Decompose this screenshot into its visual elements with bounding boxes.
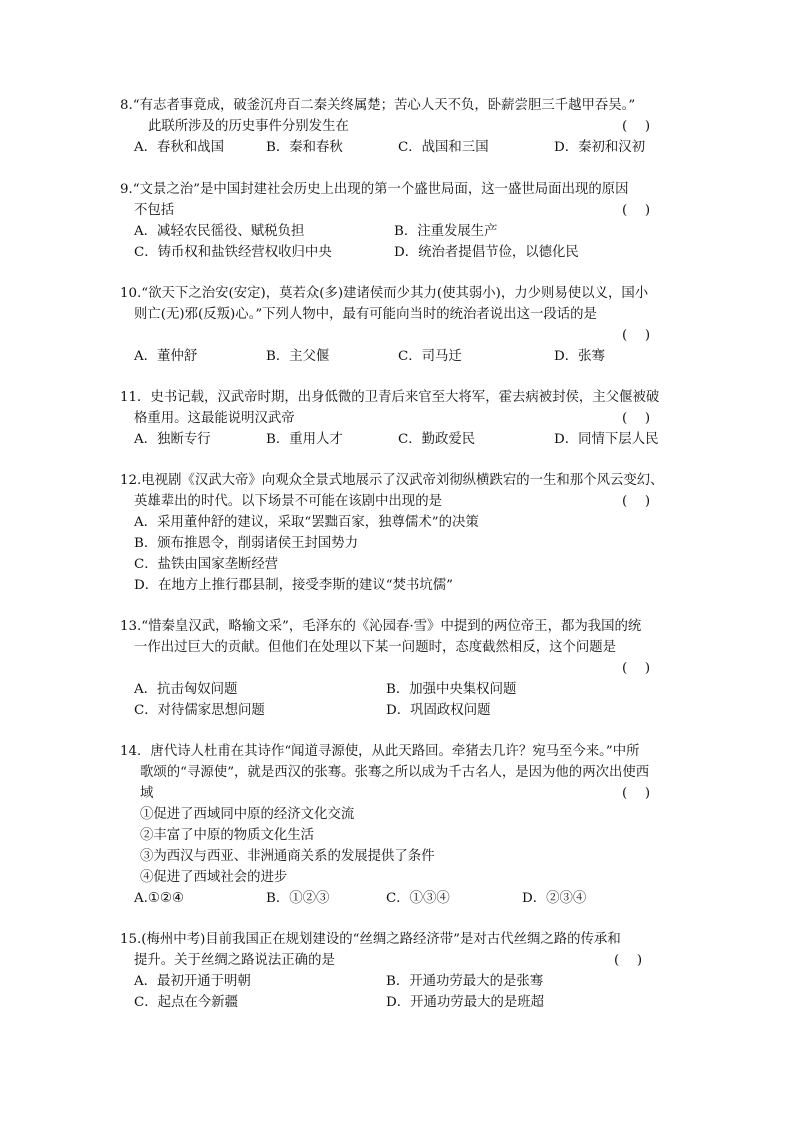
option-a: A．董仲舒 (134, 349, 198, 364)
statement-4: ④促进了西域社会的进步 (140, 870, 288, 885)
question-stem: 8.“有志者事竟成，破釜沉舟百二秦关终属楚；苦心人天不负，卧薪尝胆三千越甲吞吴。” (120, 98, 636, 113)
option-d: D．统治者提倡节俭，以德化民 (394, 245, 579, 260)
option-b: B．主父偃 (266, 349, 330, 364)
option-a: A．独断专行 (134, 432, 211, 447)
option-b: B．秦和春秋 (266, 140, 343, 155)
question-stem: 11．史书记载，汉武帝时期，出身低微的卫青后来官至大将军，霍去病被封侯，主父偃被破 (120, 390, 660, 405)
question-stem: 提升。关于丝绸之路说法正确的是 (134, 953, 335, 968)
answer-paren: ( ) (622, 328, 651, 343)
statement-1: ①促进了西域同中原的经济文化交流 (140, 807, 355, 822)
answer-paren: ( ) (622, 494, 651, 509)
option-a: A．最初开通于明朝 (134, 974, 251, 989)
statement-3: ③为西汉与西亚、非洲通商关系的发展提供了条件 (140, 849, 435, 864)
option-a: A．抗击匈奴问题 (134, 682, 238, 697)
option-a: A．采用董仲舒的建议，采取“罢黜百家，独尊儒术”的决策 (134, 515, 479, 530)
question-stem: 15.(梅州中考)目前我国正在规划建设的“丝绸之路经济带”是对古代丝绸之路的传承和 (120, 932, 621, 947)
option-a: A.①②④ (134, 891, 184, 906)
question-stem: 不包括 (134, 203, 175, 218)
answer-paren: ( ) (622, 203, 651, 218)
option-c: C．铸币权和盐铁经营权收归中央 (134, 245, 332, 260)
option-c: C．勤政爱民 (398, 432, 476, 447)
question-stem: 9.“文景之治”是中国封建社会历史上出现的第一个盛世局面，这一盛世局面出现的原因 (120, 182, 629, 197)
option-b: B．①②③ (266, 891, 330, 906)
option-d: D．开通功劳最大的是班超 (386, 995, 545, 1010)
option-b: B．开通功劳最大的是张骞 (386, 974, 544, 989)
statement-2: ②丰富了中原的物质文化生活 (140, 828, 315, 843)
option-c: C．战国和三国 (398, 140, 489, 155)
answer-paren: ( ) (614, 953, 643, 968)
question-stem: 此联所涉及的历史事件分别发生在 (148, 119, 349, 134)
question-stem: 格重用。这最能说明汉武帝 (134, 411, 295, 426)
option-d: D．巩固政权问题 (386, 703, 491, 718)
question-stem: 则亡(无)邪(反叛)心。”下列人物中，最有可能向当时的统治者说出这一段话的是 (134, 307, 597, 322)
option-a: A．春秋和战国 (134, 140, 225, 155)
option-b: B．注重发展生产 (394, 224, 498, 239)
option-a: A．减轻农民徭役、赋税负担 (134, 224, 305, 239)
option-c: C．司马迁 (398, 349, 462, 364)
answer-paren: ( ) (622, 119, 651, 134)
option-d: D．张骞 (554, 349, 605, 364)
answer-paren: ( ) (622, 661, 651, 676)
question-stem: 13.“惜秦皇汉武，略输文采”，毛泽东的《沁园春·雪》中提到的两位帝王，都为我国的统 (120, 619, 642, 634)
question-stem: 英雄辈出的时代。以下场景不可能在该剧中出现的是 (134, 494, 442, 509)
answer-paren: ( ) (622, 786, 651, 801)
option-d: D．秦初和汉初 (554, 140, 646, 155)
option-b: B．重用人才 (266, 432, 343, 447)
option-b: B．加强中央集权问题 (386, 682, 517, 697)
question-stem: 一作出过巨大的贡献。但他们在处理以下某一问题时，态度截然相反，这个问题是 (134, 640, 617, 655)
option-d: D．②③④ (522, 891, 587, 906)
option-b: B．颁布推恩令，削弱诸侯王封国势力 (134, 536, 359, 551)
question-stem: 10.“欲天下之治安(安定)，莫若众(多)建诸侯而少其力(使其弱小)，力少则易使以义，国小 (120, 286, 649, 301)
option-c: C．对待儒家思想问题 (134, 703, 265, 718)
question-stem: 14．唐代诗人杜甫在其诗作“闻道寻源使，从此天路回。牵猪去几许？宛马至今来。”中所 (120, 744, 640, 759)
question-stem: 域 (140, 786, 154, 801)
question-stem: 歌颂的“寻源使”，就是西汉的张骞。张骞之所以成为千古名人，是因为他的两次出使西 (140, 765, 650, 780)
option-d: D．同情下层人民 (554, 432, 659, 447)
option-c: C．盐铁由国家垄断经营 (134, 557, 279, 572)
answer-paren: ( ) (622, 411, 651, 426)
option-d: D．在地方上推行郡县制，接受李斯的建议“焚书坑儒” (134, 578, 454, 593)
option-c: C．①③④ (386, 891, 450, 906)
option-c: C．起点在今新疆 (134, 995, 238, 1010)
question-stem: 12.电视剧《汉武大帝》向观众全景式地展示了汉武帝刘彻纵横跌宕的一生和那个风云变幻、 (120, 473, 664, 488)
